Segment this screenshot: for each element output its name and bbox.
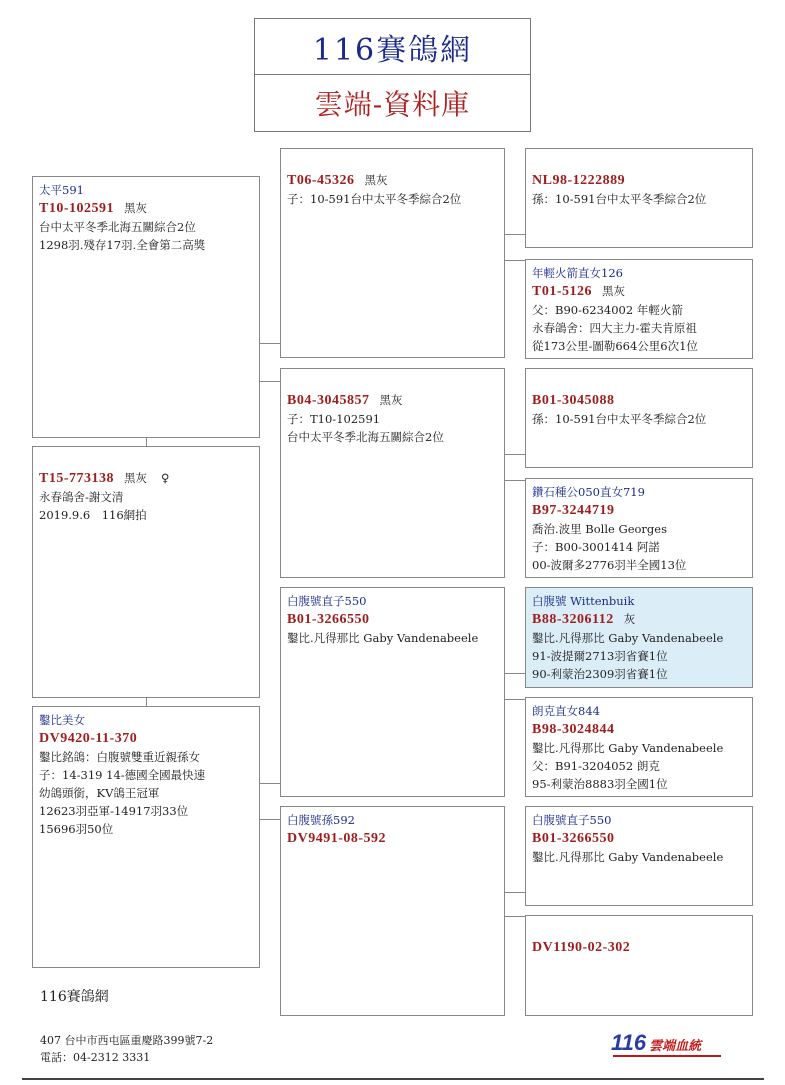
ancestor-1-ring: NL98-1222889 [532, 173, 626, 188]
connector [504, 454, 526, 455]
ancestor-8-box[interactable] [525, 915, 753, 1016]
connector [259, 381, 281, 382]
subject-loft: 永春鴿舍-謝文清 [39, 490, 124, 504]
dam-box[interactable] [32, 706, 260, 968]
footer-phone: 電話：04-2312 3331 [40, 1051, 151, 1064]
ancestor-2-info-1: 父：B90-6234002 年輕火箭 [532, 303, 683, 317]
subject-date: 2019.9.6 116網拍 [39, 508, 147, 522]
connector [504, 892, 526, 893]
logo-underline [613, 1055, 721, 1057]
connector [504, 260, 526, 261]
subject-color: 黑灰 [124, 471, 147, 485]
grandsire-paternal-info: 子：10-591台中太平冬季綜合2位 [287, 192, 462, 206]
connector [259, 819, 281, 820]
dam-info-3: 幼鴿頭銜，KV鴿王冠軍 [39, 786, 160, 800]
granddam-paternal-color: 黑灰 [379, 393, 403, 407]
granddam-maternal-box[interactable] [280, 806, 505, 1016]
sire-color: 黑灰 [124, 201, 147, 215]
dam-ring: DV9420-11-370 [39, 731, 138, 746]
subject-box[interactable] [32, 446, 260, 698]
grandsire-paternal-box[interactable] [280, 148, 505, 358]
ancestor-8-ring: DV1190-02-302 [532, 940, 631, 955]
grandsire-paternal-ring: T06-45326 [287, 173, 355, 188]
granddam-paternal-ring: B04-3045857 [287, 393, 370, 408]
ancestor-6-name: 朗克直女844 [532, 704, 600, 718]
header-box [254, 18, 531, 132]
ancestor-6-info-3: 95-利蒙治8883羽全國1位 [532, 777, 668, 791]
grandsire-maternal-box[interactable] [280, 587, 505, 797]
footer-address: 407 台中市西屯區重慶路399號7-2 [40, 1034, 214, 1047]
brand-logo [611, 1030, 721, 1056]
sire-info-2: 1298羽.殘存17羽.全會第二高獎 [39, 238, 206, 252]
sire-ring: T10-102591 [39, 201, 114, 216]
sire-info-1: 台中太平冬季北海五關綜合2位 [39, 220, 196, 234]
dam-info-4: 12623羽亞軍-14917羽33位 [39, 804, 189, 818]
bottom-divider [22, 1078, 764, 1080]
granddam-paternal-box[interactable] [280, 368, 505, 578]
ancestor-5-info-3: 90-利蒙治2309羽省賽1位 [532, 667, 668, 681]
ancestor-2-ring: T01-5126 [532, 284, 592, 299]
ancestor-5-box[interactable] [525, 587, 753, 688]
database-subtitle: 雲端-資料庫 [314, 87, 471, 121]
ancestor-3-info: 孫：10-591台中太平冬季綜合2位 [532, 412, 707, 426]
ancestor-3-ring: B01-3045088 [532, 393, 615, 408]
dam-name: 鑿比美女 [39, 713, 85, 727]
ancestor-4-box[interactable] [525, 478, 753, 578]
connector [504, 916, 526, 917]
ancestor-5-name: 白腹號 Wittenbuik [532, 594, 635, 608]
sire-name: 太平591 [39, 183, 84, 197]
dam-info-2: 子：14-319 14-德國全國最快速 [39, 768, 206, 782]
logo-text: 雲端血統 [649, 1038, 702, 1053]
footer-contact [40, 1032, 213, 1066]
ancestor-6-ring: B98-3024844 [532, 722, 615, 737]
dam-info-5: 15696羽50位 [39, 822, 114, 836]
dam-info-1: 鑿比銘鴿：白腹號雙重近親孫女 [39, 750, 200, 764]
ancestor-2-info-2: 永春鴿舍：四大主力-霍夫肯原祖 [532, 321, 697, 335]
ancestor-2-box[interactable] [525, 259, 753, 359]
ancestor-6-info-1: 鑿比.凡得那比 Gaby Vandenabeele [532, 741, 724, 755]
ancestor-5-ring: B88-3206112 [532, 612, 614, 627]
granddam-maternal-ring: DV9491-08-592 [287, 831, 387, 846]
ancestor-4-name: 鑽石種公050直女719 [532, 485, 645, 499]
logo-number: 116 [611, 1030, 647, 1055]
grandsire-maternal-ring: B01-3266550 [287, 612, 370, 627]
ancestor-5-info-2: 91-波提爾2713羽省賽1位 [532, 649, 668, 663]
ancestor-4-info-3: 00-波爾多2776羽半全國13位 [532, 558, 687, 572]
granddam-paternal-info-2: 台中太平冬季北海五關綜合2位 [287, 430, 444, 444]
grandsire-maternal-info: 鑿比.凡得那比 Gaby Vandenabeele [287, 631, 479, 645]
connector [504, 673, 526, 674]
ancestor-2-name: 年輕火箭直女126 [532, 266, 623, 280]
connector [504, 480, 526, 481]
ancestor-4-ring: B97-3244719 [532, 503, 615, 518]
sire-box[interactable] [32, 176, 260, 438]
connector [504, 234, 526, 235]
grandsire-maternal-name: 白腹號直子550 [287, 594, 367, 608]
connector [259, 343, 281, 344]
ancestor-2-color: 黑灰 [602, 284, 625, 298]
ancestor-7-box[interactable] [525, 806, 753, 906]
subject-ring: T15-773138 [39, 471, 114, 486]
ancestor-7-name: 白腹號直子550 [532, 813, 612, 827]
site-title: 116賽鴿網 [312, 32, 473, 68]
granddam-maternal-name: 白腹號孫592 [287, 813, 355, 827]
granddam-paternal-info-1: 子：T10-102591 [287, 412, 381, 426]
ancestor-5-color: 灰 [623, 612, 636, 626]
ancestor-4-info-1: 喬治.波里 Bolle Georges [532, 522, 667, 536]
ancestor-5-info-1: 鑿比.凡得那比 Gaby Vandenabeele [532, 631, 724, 645]
ancestor-1-box[interactable] [525, 148, 753, 248]
ancestor-6-info-2: 父：B91-3204052 朗克 [532, 759, 660, 773]
connector [504, 699, 526, 700]
ancestor-1-info: 孫：10-591台中太平冬季綜合2位 [532, 192, 707, 206]
ancestor-3-box[interactable] [525, 368, 753, 468]
ancestor-4-info-2: 子：B00-3001414 阿諾 [532, 540, 660, 554]
ancestor-7-info: 鑿比.凡得那比 Gaby Vandenabeele [532, 850, 724, 864]
ancestor-6-box[interactable] [525, 697, 753, 797]
grandsire-paternal-color: 黑灰 [364, 173, 388, 187]
ancestor-7-ring: B01-3266550 [532, 831, 615, 846]
ancestor-2-info-3: 從173公里-圖勒664公里6次1位 [532, 339, 698, 353]
footer-site-name: 116賽鴿網 [40, 989, 109, 1005]
female-symbol-icon: ♀ [161, 471, 170, 485]
connector [259, 783, 281, 784]
